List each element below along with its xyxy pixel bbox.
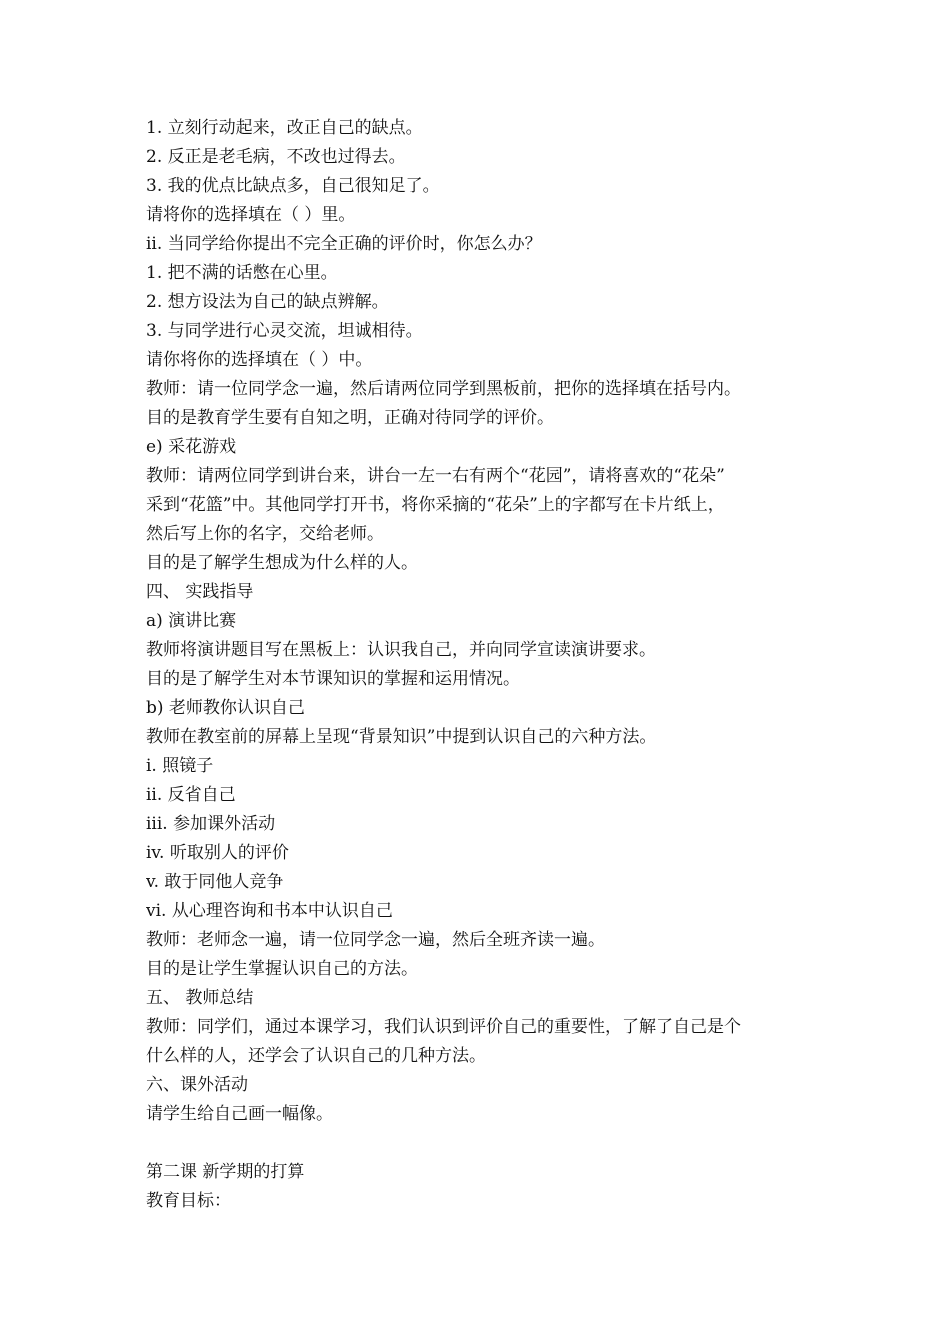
section-heading: b) 老师教你认识自己: [146, 698, 305, 718]
list-item: vi. 从心理咨询和书本中认识自己: [146, 901, 393, 921]
text-line: ii. 当同学给你提出不完全正确的评价时，你怎么办？: [146, 234, 542, 254]
section-heading: e) 采花游戏: [146, 437, 237, 457]
text-line: 1. 立刻行动起来，改正自己的缺点。: [146, 118, 423, 138]
text-line: 2. 想方设法为自己的缺点辨解。: [146, 292, 389, 312]
section-heading: 五、 教师总结: [146, 988, 254, 1008]
section-heading: a) 演讲比赛: [146, 611, 237, 631]
list-item: ii. 反省自己: [146, 785, 236, 805]
text-line: 3. 我的优点比缺点多，自己很知足了。: [146, 176, 440, 196]
text-line: 然后写上你的名字，交给老师。: [146, 524, 384, 544]
text-line: 请学生给自己画一幅像。: [146, 1104, 333, 1124]
list-item: i. 照镜子: [146, 756, 214, 776]
text-line: 教师：请一位同学念一遍，然后请两位同学到黑板前，把你的选择填在括号内。: [146, 379, 741, 399]
text-line: 采到“花篮”中。其他同学打开书，将你采摘的“花朵”上的字都写在卡片纸上，: [146, 495, 725, 515]
text-line: 目的是了解学生想成为什么样的人。: [146, 553, 418, 573]
text-line: 教师：请两位同学到讲台来，讲台一左一右有两个“花园”，请将喜欢的“花朵”: [146, 466, 725, 486]
text-line: 目的是让学生掌握认识自己的方法。: [146, 959, 418, 979]
text-line: 目的是了解学生对本节课知识的掌握和运用情况。: [146, 669, 520, 689]
text-line: 请你将你的选择填在（ ）中。: [146, 350, 373, 370]
section-heading: 四、 实践指导: [146, 582, 254, 602]
list-item: v. 敢于同他人竞争: [146, 872, 284, 892]
section-heading: 六、课外活动: [146, 1075, 248, 1095]
list-item: iii. 参加课外活动: [146, 814, 276, 834]
text-line: 1. 把不满的话憋在心里。: [146, 263, 338, 283]
text-line: 教师：老师念一遍，请一位同学念一遍，然后全班齐读一遍。: [146, 930, 605, 950]
text-line: 2. 反正是老毛病，不改也过得去。: [146, 147, 406, 167]
text-line: 目的是教育学生要有自知之明，正确对待同学的评价。: [146, 408, 554, 428]
lesson-title: 第二课 新学期的打算: [146, 1162, 305, 1182]
text-line: 教师在教室前的屏幕上呈现“背景知识”中提到认识自己的六种方法。: [146, 727, 657, 747]
text-line: 3. 与同学进行心灵交流，坦诚相待。: [146, 321, 423, 341]
document-body: [146, 114, 826, 1216]
text-line: 请将你的选择填在（ ）里。: [146, 205, 356, 225]
section-heading: 教育目标：: [146, 1191, 231, 1211]
text-line: 什么样的人，还学会了认识自己的几种方法。: [146, 1046, 486, 1066]
text-line: 教师：同学们，通过本课学习，我们认识到评价自己的重要性，了解了自己是个: [146, 1017, 741, 1037]
blank-line: [146, 1129, 826, 1158]
list-item: iv. 听取别人的评价: [146, 843, 289, 863]
text-line: 教师将演讲题目写在黑板上：认识我自己，并向同学宣读演讲要求。: [146, 640, 656, 660]
